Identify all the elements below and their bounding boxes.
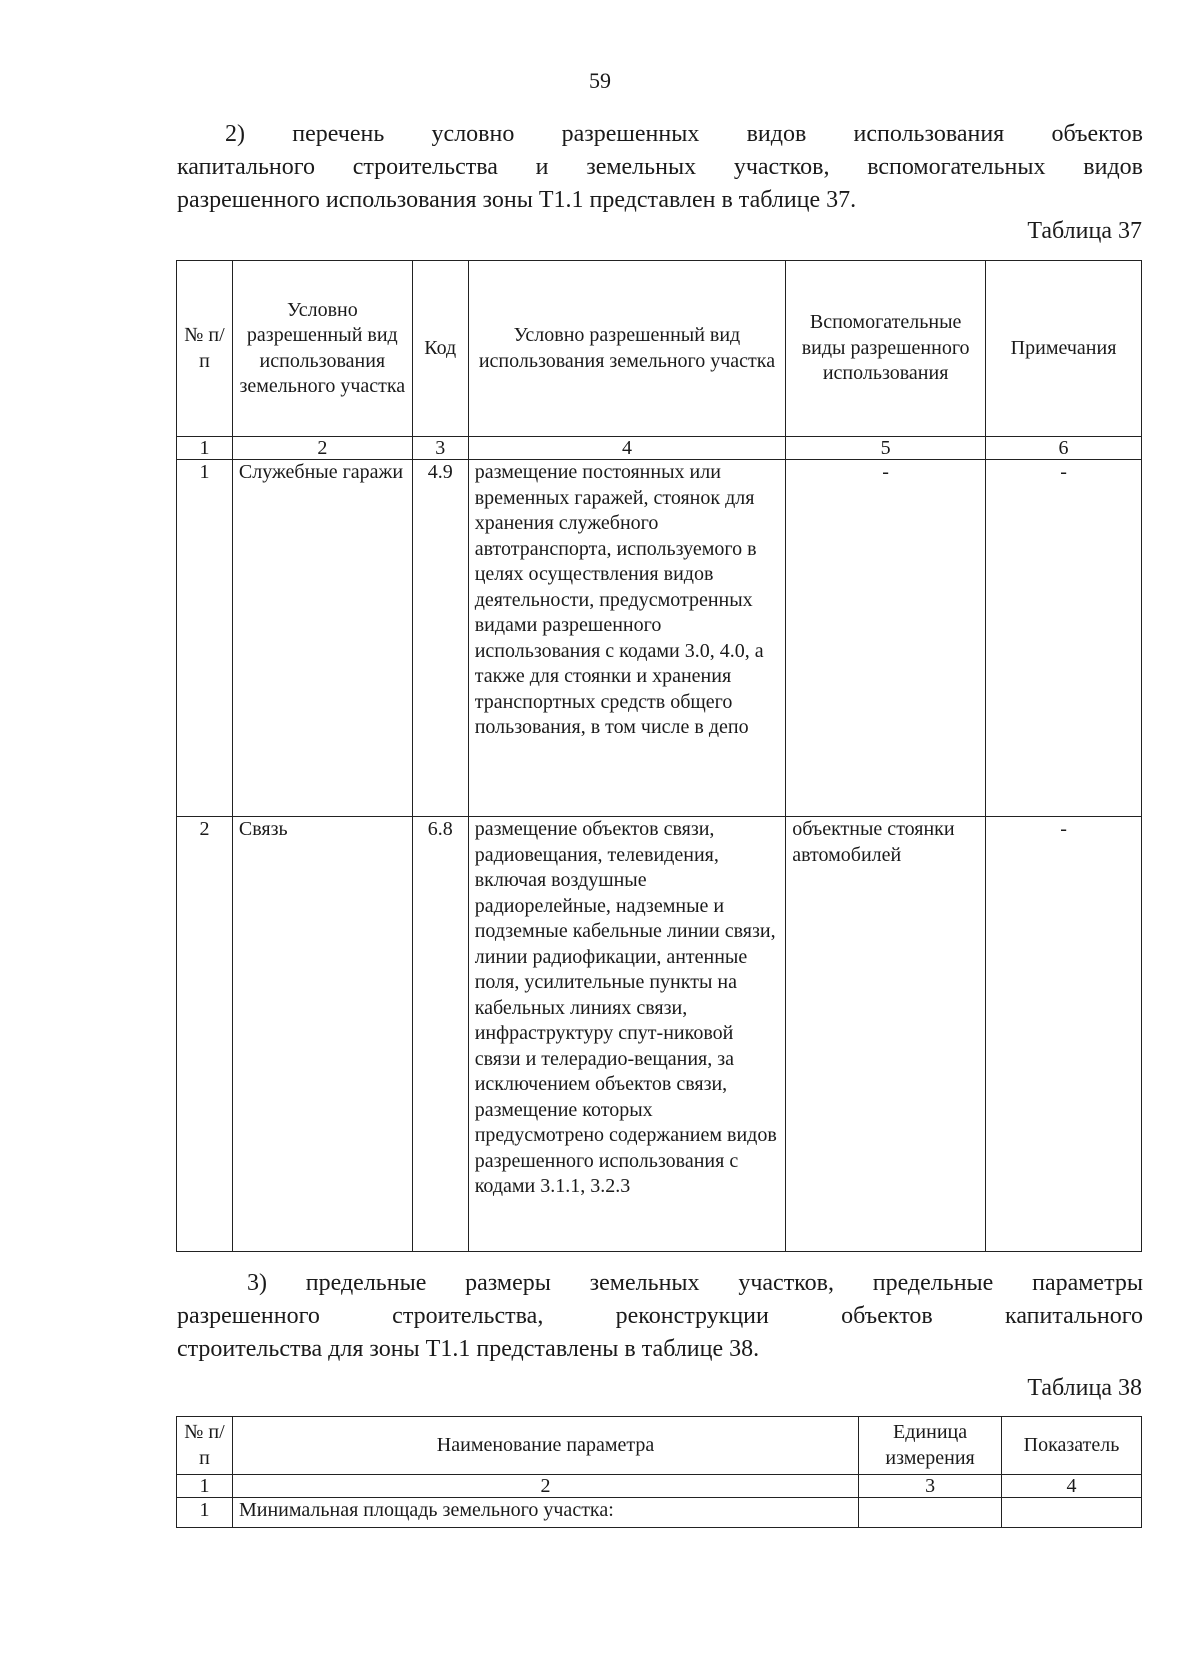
column-number: 3 <box>412 437 468 460</box>
column-number: 4 <box>1002 1475 1142 1498</box>
header-code: Код <box>412 261 468 437</box>
column-number: 3 <box>859 1475 1002 1498</box>
header-conditional-use-description: Условно разрешенный вид использования земельного участка <box>468 261 785 437</box>
intro-2-line-2: капитального строительства и земельных участков, вспомогательных видов <box>177 154 1143 180</box>
header-notes: Примечания <box>986 261 1142 437</box>
row-number: 1 <box>177 460 233 817</box>
row-code: 4.9 <box>412 460 468 817</box>
row-description: размещение постоянных или временных гаражей, стоянок для хранения служебного автотранспорта, используемого в целях осуществления видов деятельности, предусмотренных видами разрешенного использования с кодами 3.0, 4.0, а также для стоянки и хранения транспортных средств общего пользования, в том числе в депо <box>468 460 785 817</box>
row-unit <box>859 1498 1002 1528</box>
row-number: 2 <box>177 817 233 1252</box>
table-row <box>177 460 1142 817</box>
row-auxiliary: объектные стоянки автомобилей <box>786 817 986 1252</box>
table-38-column-numbers <box>177 1475 1142 1498</box>
intro-2-line-1: 2) перечень условно разрешенных видов использования объектов <box>225 121 1143 147</box>
table-row <box>177 817 1142 1252</box>
header-parameter-name: Наименование параметра <box>232 1417 858 1475</box>
row-code: 6.8 <box>412 817 468 1252</box>
row-description: размещение объектов связи, радиовещания, телевидения, включая воздушные радиорелейные, надземные и подземные кабельные линии связи, линии радиофикации, антенные поля, усилительные пункты на кабельных линиях связи, инфраструктуру спут-никовой связи и телерадио-вещания, за исключением объектов связи, размещение которых предусмотрено содержанием видов разрешенного использования с кодами 3.1.1, 3.2.3 <box>468 817 785 1252</box>
table-38 <box>176 1416 1142 1528</box>
table-37-caption: Таблица 37 <box>1027 218 1142 244</box>
row-value <box>1002 1498 1142 1528</box>
row-use-name: Служебные гаражи <box>232 460 412 817</box>
header-unit: Единица измерения <box>859 1417 1002 1475</box>
header-conditional-use: Условно разрешенный вид использования земельного участка <box>232 261 412 437</box>
column-number: 6 <box>986 437 1142 460</box>
intro-2-line-3: разрешенного использования зоны Т1.1 представлен в таблице 37. <box>177 187 857 213</box>
intro-3-line-1: 3) предельные размеры земельных участков, предельные параметры <box>247 1270 1143 1296</box>
table-37-header-row <box>177 261 1142 437</box>
row-number: 1 <box>177 1498 233 1528</box>
header-auxiliary-uses: Вспомогательные виды разрешенного использования <box>786 261 986 437</box>
header-number: № п/п <box>177 261 233 437</box>
column-number: 5 <box>786 437 986 460</box>
header-number: № п/п <box>177 1417 233 1475</box>
intro-3-line-2: разрешенного строительства, реконструкции объектов капитального <box>177 1303 1143 1329</box>
column-number: 1 <box>177 437 233 460</box>
column-number: 2 <box>232 437 412 460</box>
column-number: 4 <box>468 437 785 460</box>
page-number: 59 <box>589 68 611 93</box>
intro-paragraph-3 <box>177 1267 1143 1366</box>
intro-3-line-3: строительства для зоны Т1.1 представлены в таблице 38. <box>177 1336 760 1362</box>
table-row <box>177 1498 1142 1528</box>
row-notes: - <box>986 817 1142 1252</box>
intro-paragraph-2 <box>177 118 1143 217</box>
row-parameter-name: Минимальная площадь земельного участка: <box>232 1498 858 1528</box>
row-use-name: Связь <box>232 817 412 1252</box>
column-number: 2 <box>232 1475 858 1498</box>
header-value: Показатель <box>1002 1417 1142 1475</box>
table-37 <box>176 260 1142 1252</box>
table-38-caption: Таблица 38 <box>1027 1375 1142 1401</box>
table-38-header-row <box>177 1417 1142 1475</box>
row-auxiliary: - <box>786 460 986 817</box>
table-37-column-numbers <box>177 437 1142 460</box>
row-notes: - <box>986 460 1142 817</box>
column-number: 1 <box>177 1475 233 1498</box>
